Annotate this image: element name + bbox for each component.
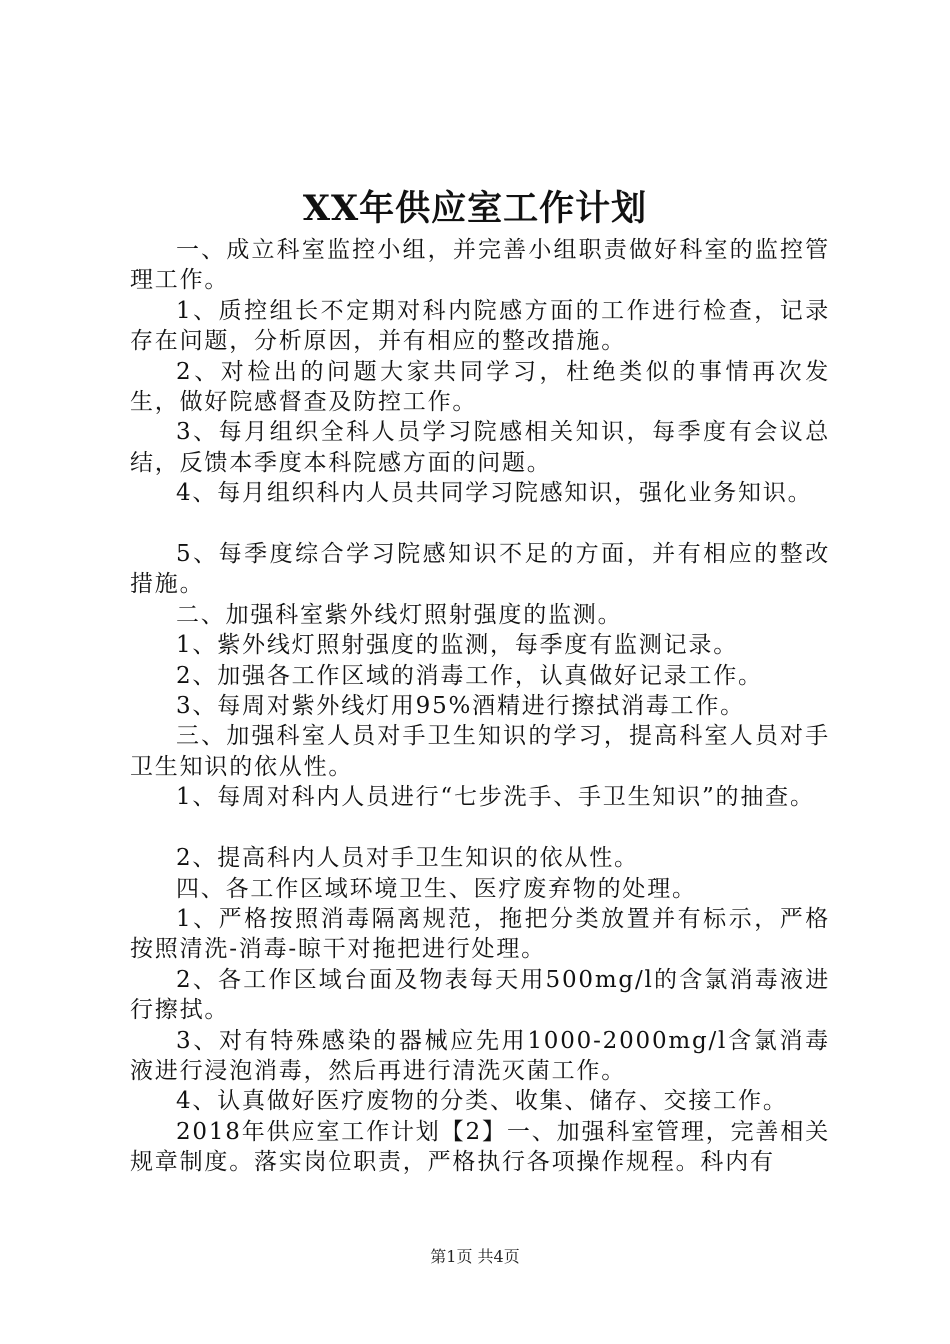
paragraph: 3、对有特殊感染的器械应先用1000-2000mg/l含氯消毒液进行浸泡消毒，然后再进行清洗灭菌工作。 <box>130 1027 830 1084</box>
paragraph: 二、加强科室紫外线灯照射强度的监测。 <box>176 601 623 628</box>
paragraph: 2、提高科内人员对手卫生知识的依从性。 <box>176 845 639 872</box>
paragraph: 4、每月组织科内人员共同学习院感知识，强化业务知识。 <box>176 480 813 507</box>
paragraph: 2、加强各工作区域的消毒工作，认真做好记录工作。 <box>176 662 763 689</box>
document-title: XX年供应室工作计划 <box>302 188 648 229</box>
paragraph: 2018年供应室工作计划【2】一、加强科室管理，完善相关规章制度。落实岗位职责，严格执行各项操作规程。科内有 <box>130 1118 830 1176</box>
paragraph: 4、认真做好医疗废物的分类、收集、储存、交接工作。 <box>176 1088 788 1115</box>
paragraph: 一、成立科室监控小组，并完善小组职责做好科室的监控管理工作。 <box>130 237 830 294</box>
paragraph: 三、加强科室人员对手卫生知识的学习，提高科室人员对手卫生知识的依从性。 <box>130 723 830 780</box>
document-body <box>130 235 830 1178</box>
page-number: 第1页 共4页 <box>430 1247 520 1266</box>
paragraph: 1、质控组长不定期对科内院感方面的工作进行检查，记录存在问题，分析原因，并有相应的整改措施。 <box>130 297 830 355</box>
paragraph: 1、严格按照消毒隔离规范，拖把分类放置并有标示，严格按照清洗-消毒-晾干对拖把进行处理。 <box>130 905 830 963</box>
paragraph: 1、紫外线灯照射强度的监测，每季度有监测记录。 <box>176 632 739 659</box>
paragraph: 2、各工作区域台面及物表每天用500mg/l的含氯消毒液进行擦拭。 <box>130 966 830 1024</box>
paragraph: 3、每周对紫外线灯用95%酒精进行擦拭消毒工作。 <box>176 693 745 720</box>
paragraph: 3、每月组织全科人员学习院感相关知识，每季度有会议总结，反馈本季度本科院感方面的问题。 <box>130 419 830 476</box>
paragraph: 1、每周对科内人员进行“七步洗手、手卫生知识”的抽查。 <box>176 784 815 811</box>
paragraph: 2、对检出的问题大家共同学习，杜绝类似的事情再次发生，做好院感督查及防控工作。 <box>130 358 830 416</box>
paragraph: 5、每季度综合学习院感知识不足的方面，并有相应的整改措施。 <box>130 541 830 598</box>
paragraph: 四、各工作区域环境卫生、医疗废弃物的处理。 <box>176 875 697 902</box>
